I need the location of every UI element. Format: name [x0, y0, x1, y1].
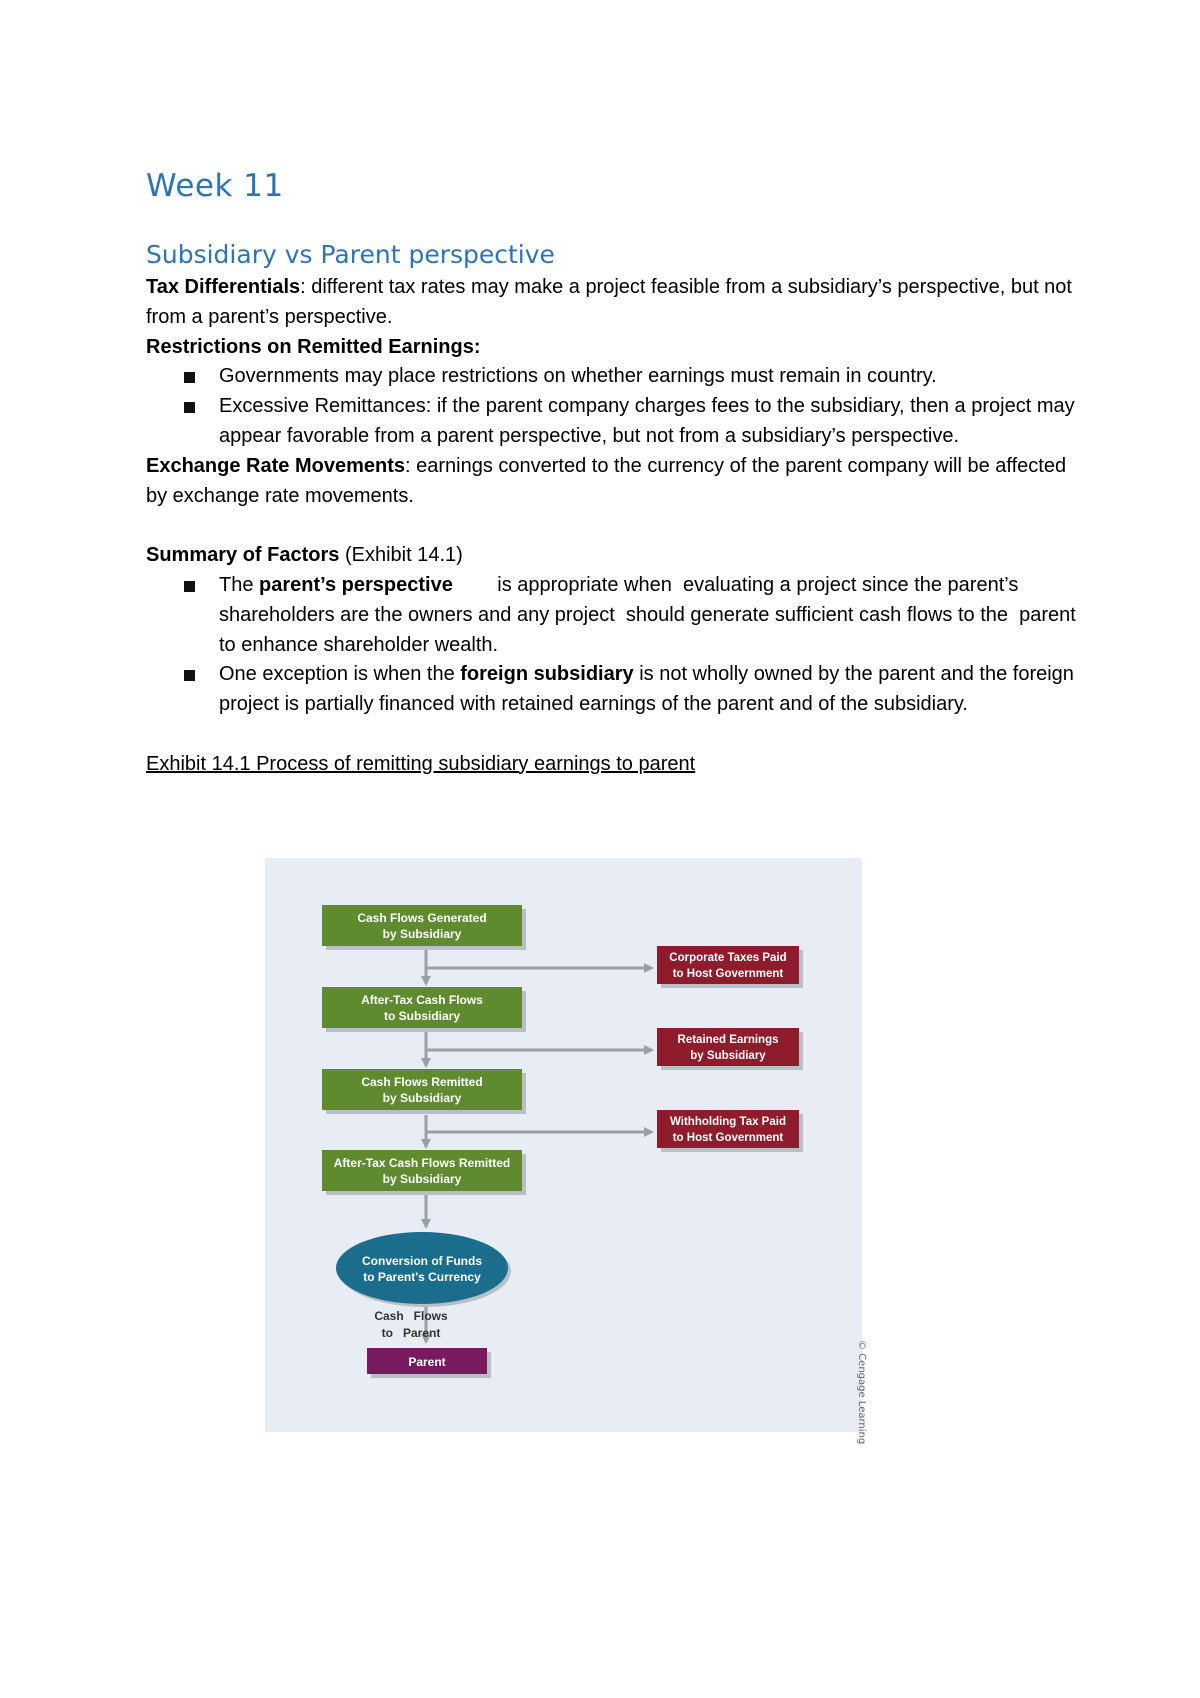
step-box-after-tax-cash-flows-remitted	[322, 1150, 526, 1195]
flow-label: to Parent	[381, 1326, 441, 1340]
svg-text:Parent: Parent	[408, 1355, 446, 1369]
summary-heading	[146, 541, 1076, 571]
restrictions-label: Restrictions on Remitted Earnings	[146, 335, 474, 358]
summary-list	[146, 571, 1082, 720]
flow-label: Cash Flows	[374, 1309, 448, 1323]
list-item: Excessive Remittances: if the parent company charges fees to the subsidiary, then a project may appear favorable from a parent perspective, but not from a subsidiary’s perspective.	[219, 392, 1076, 452]
svg-text:by Subsidiary: by Subsidiary	[382, 1172, 462, 1186]
svg-text:After-Tax Cash Flows: After-Tax Cash Flows	[361, 993, 483, 1007]
restrictions-heading: Restrictions on Remitted Earnings:	[146, 335, 481, 358]
list-item: The parent’s perspective is appropriate when evaluating a project since the parent’s shareholders are the owners and any project should generate sufficient cash flows to the parent to enhance shareholder wealth.	[219, 571, 1076, 660]
svg-text:Withholding Tax Paid: Withholding Tax Paid	[670, 1116, 786, 1128]
list-item: One exception is when the foreign subsidiary is not wholly owned by the parent and the foreign project is partially financed with retained earnings of the parent and of the subsidiary.	[219, 660, 1076, 720]
square-bullet-icon	[184, 581, 195, 592]
body-text	[146, 273, 1082, 780]
summary-label: Summary of Factors	[146, 544, 340, 567]
svg-text:by Subsidiary: by Subsidiary	[382, 1091, 462, 1105]
summary-ref: (Exhibit 14.1)	[339, 544, 463, 567]
square-bullet-icon	[184, 372, 195, 383]
exchange-rate-paragraph	[146, 452, 1076, 512]
square-bullet-icon	[184, 670, 195, 681]
step-box-cash-flows-remitted	[322, 1069, 526, 1114]
tax-differentials-label: Tax Differentials	[146, 276, 301, 298]
svg-text:by Subsidiary: by Subsidiary	[382, 927, 462, 941]
tax-differentials-text: : different tax rates may make a project feasible from a subsidiary’s perspective, but not from a parent’s perspective.	[146, 276, 1072, 328]
tax-differentials-paragraph	[146, 273, 1076, 333]
flowchart	[265, 858, 862, 1432]
deduction-box-corporate-taxes	[657, 946, 803, 988]
svg-text:After-Tax Cash Flows Remitted: After-Tax Cash Flows Remitted	[333, 1156, 511, 1170]
svg-text:to Host Government: to Host Government	[672, 1132, 784, 1144]
step-box-after-tax-cash-flows	[322, 987, 526, 1032]
deduction-box-retained-earnings	[657, 1028, 803, 1070]
conversion-ellipse	[336, 1232, 511, 1307]
svg-text:Cash Flows Remitted: Cash Flows Remitted	[361, 1075, 483, 1089]
section-heading: Subsidiary vs Parent perspective	[146, 240, 555, 269]
parent-box	[367, 1348, 491, 1378]
svg-text:to Subsidiary: to Subsidiary	[383, 1009, 461, 1023]
restrictions-list	[146, 362, 1076, 451]
svg-text:to Host Government: to Host Government	[672, 968, 784, 980]
deduction-box-withholding-tax	[657, 1110, 803, 1152]
list-item: Governments may place restrictions on whether earnings must remain in country.	[219, 362, 1076, 392]
svg-text:Conversion of Funds: Conversion of Funds	[362, 1254, 482, 1268]
svg-text:by Subsidiary: by Subsidiary	[690, 1050, 766, 1062]
exhibit-caption: Exhibit 14.1 Process of remitting subsidiary earnings to parent	[146, 752, 696, 775]
svg-text:Cash Flows Generated: Cash Flows Generated	[357, 911, 487, 925]
svg-text:to Parent's Currency: to Parent's Currency	[363, 1270, 481, 1284]
svg-text:Retained Earnings: Retained Earnings	[677, 1034, 779, 1046]
square-bullet-icon	[184, 402, 195, 413]
exhibit-diagram	[265, 858, 862, 1432]
step-box-cash-flows-generated	[322, 905, 526, 950]
copyright-notice: © Cengage Learning	[856, 1340, 867, 1445]
exchange-rate-text: : earnings converted to the currency of the parent company will be affected by exchange rate movements.	[146, 454, 1067, 507]
page-title: Week 11	[146, 168, 284, 204]
exchange-rate-label: Exchange Rate Movements	[146, 454, 405, 477]
svg-text:Corporate Taxes Paid: Corporate Taxes Paid	[669, 952, 787, 964]
